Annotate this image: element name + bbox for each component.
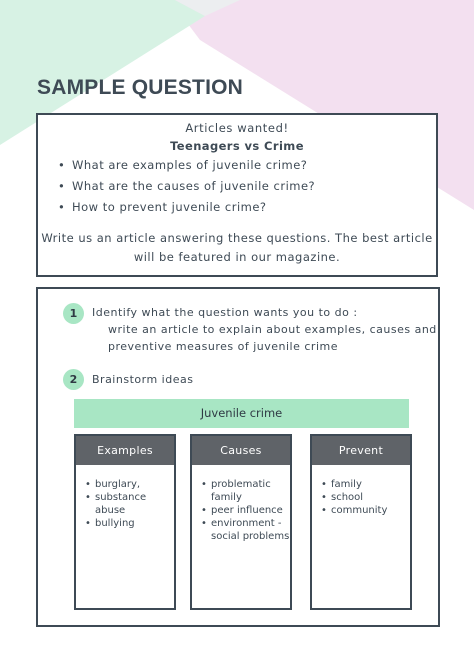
list-item: • community	[321, 504, 410, 517]
list-item: • problematic family	[201, 478, 290, 504]
column-header: Prevent	[312, 436, 410, 465]
step-number-badge: 2	[63, 369, 84, 390]
list-item: • substance abuse	[85, 491, 174, 517]
step-detail: preventive measures of juvenile crime	[108, 340, 338, 353]
page-heading: SAMPLE QUESTION	[37, 76, 244, 99]
list-item: • environment - social problems	[201, 517, 290, 543]
step-number-badge: 1	[63, 303, 84, 324]
question-bullet: • What are the causes of juvenile crime?	[58, 176, 315, 197]
step-text: Brainstorm ideas	[92, 373, 194, 386]
column-header: Examples	[76, 436, 174, 465]
column-list	[312, 465, 410, 517]
step-text: Identify what the question wants you to do :	[92, 306, 358, 319]
question-intro: Articles wanted!	[185, 121, 289, 135]
column-list	[192, 465, 290, 543]
list-item: • burglary,	[85, 478, 174, 491]
list-item: • family	[321, 478, 410, 491]
list-item: • school	[321, 491, 410, 504]
question-box	[36, 113, 438, 277]
question-footer: Write us an article answering these questions. The best article will be featured in our magazine.	[41, 231, 433, 264]
question-bullet: • How to prevent juvenile crime?	[58, 197, 315, 218]
question-list	[58, 155, 315, 218]
column-list	[76, 465, 174, 530]
answer-box	[36, 287, 440, 627]
list-item: • bullying	[85, 517, 174, 530]
topic-bar: Juvenile crime	[74, 399, 409, 428]
question-title: Teenagers vs Crime	[170, 139, 304, 153]
column-header: Causes	[192, 436, 290, 465]
column-examples	[74, 434, 176, 610]
list-item: • peer influence	[201, 504, 290, 517]
step-detail: write an article to explain about examples, causes and	[108, 323, 437, 336]
question-bullet: • What are examples of juvenile crime?	[58, 155, 315, 176]
column-causes	[190, 434, 292, 610]
column-prevent	[310, 434, 412, 610]
